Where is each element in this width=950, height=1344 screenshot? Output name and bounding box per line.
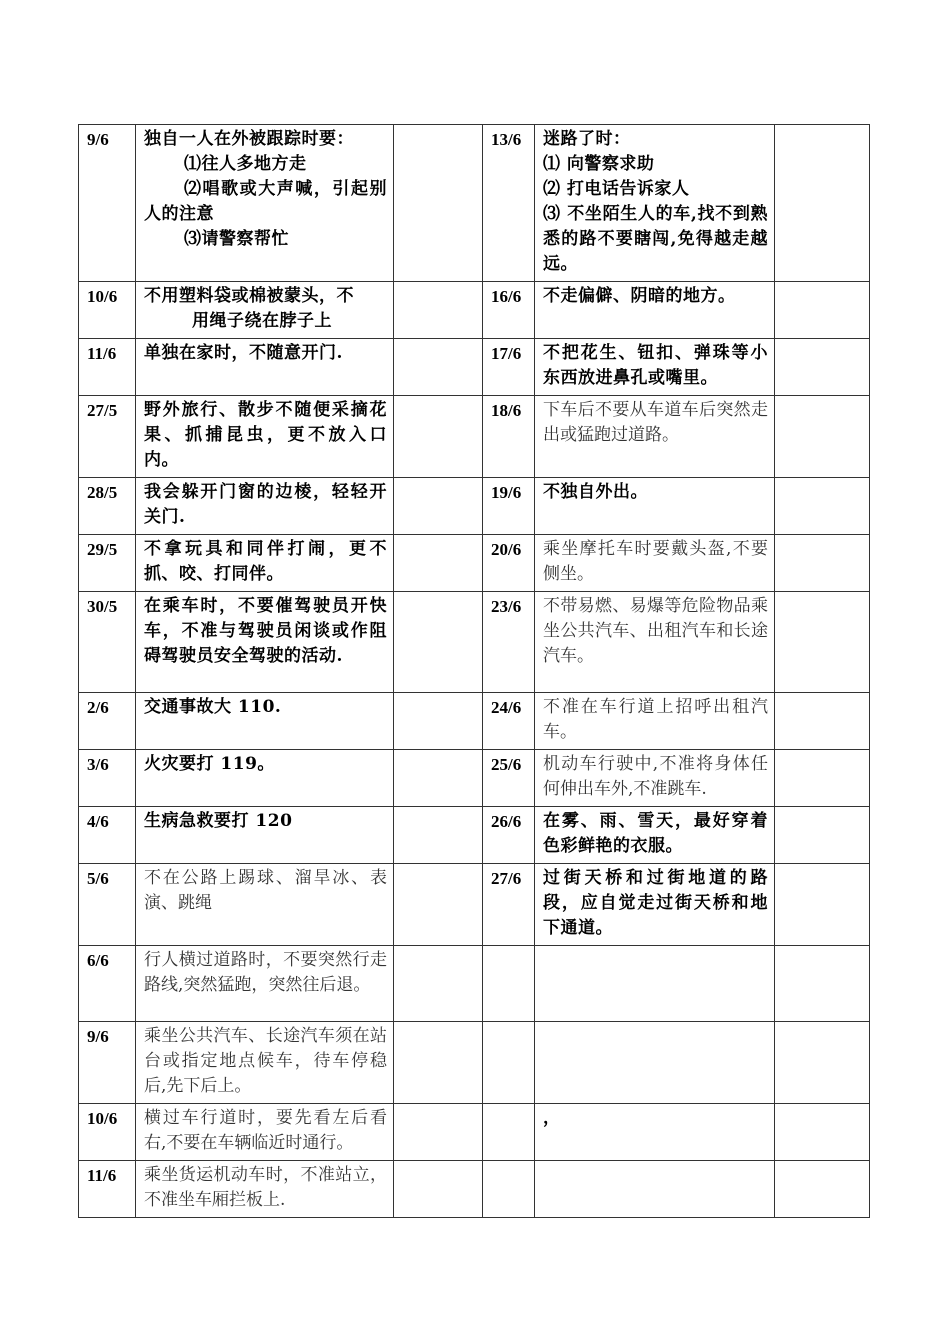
date-cell (483, 1161, 535, 1218)
rule-cell: 不独自外出。 (535, 478, 775, 535)
date-cell: 23/6 (483, 592, 535, 693)
rule-line: ⑶请警察帮忙 (184, 229, 289, 249)
rule-cell: 野外旅行、散步不随便采摘花果、抓捕昆虫，更不放入口内。 (136, 396, 394, 478)
date-cell: 11/6 (79, 1161, 136, 1218)
date-cell: 28/5 (79, 478, 136, 535)
table-row (79, 1022, 870, 1104)
date-cell (483, 1022, 535, 1104)
table-row (79, 339, 870, 396)
check-cell (394, 1022, 483, 1104)
rule-cell: 在乘车时，不要催驾驶员开快车，不准与驾驶员闲谈或作阻碍驾驶员安全驾驶的活动. (136, 592, 394, 693)
rule-cell (535, 1022, 775, 1104)
date-cell: 18/6 (483, 396, 535, 478)
table-row (79, 864, 870, 946)
check-cell (394, 1161, 483, 1218)
check-cell (775, 750, 870, 807)
rule-cell (136, 125, 394, 282)
rule-line: 用绳子绕在脖子上 (192, 311, 332, 331)
rule-cell: 火灾要打 119。 (136, 750, 394, 807)
date-cell: 11/6 (79, 339, 136, 396)
check-cell (394, 946, 483, 1022)
date-cell: 13/6 (483, 125, 535, 282)
rule-line: 独自一人在外被跟踪时要： (144, 129, 354, 149)
rule-cell: 机动车行驶中,不准将身体任何伸出车外,不准跳车. (535, 750, 775, 807)
rule-cell: 乘坐货运机动车时，不准站立，不准坐车厢拦板上. (136, 1161, 394, 1218)
check-cell (775, 1022, 870, 1104)
date-cell: 3/6 (79, 750, 136, 807)
date-cell: 20/6 (483, 535, 535, 592)
date-cell: 24/6 (483, 693, 535, 750)
date-cell: 29/5 (79, 535, 136, 592)
check-cell (394, 592, 483, 693)
check-cell (394, 478, 483, 535)
check-cell (775, 864, 870, 946)
table-row (79, 807, 870, 864)
rule-cell (535, 125, 775, 282)
rule-cell: 不在公路上踢球、溜旱冰、表演、跳绳 (136, 864, 394, 946)
rule-line: ⑴往人多地方走 (184, 154, 307, 174)
date-cell: 5/6 (79, 864, 136, 946)
check-cell (775, 535, 870, 592)
rule-cell: 行人横过道路时，不要突然行走路线,突然猛跑，突然往后退。 (136, 946, 394, 1022)
date-cell: 27/6 (483, 864, 535, 946)
date-cell: 9/6 (79, 125, 136, 282)
table-row (79, 282, 870, 339)
check-cell (394, 396, 483, 478)
date-cell: 30/5 (79, 592, 136, 693)
check-cell (394, 339, 483, 396)
check-cell (775, 946, 870, 1022)
rule-line: ⑵唱歌或大声喊，引起别人的注意 (144, 179, 387, 224)
rule-cell (535, 946, 775, 1022)
date-cell: 17/6 (483, 339, 535, 396)
check-cell (394, 864, 483, 946)
rule-cell: 在雾、雨、雪天，最好穿着色彩鲜艳的衣服。 (535, 807, 775, 864)
check-cell (775, 1161, 870, 1218)
rule-cell: 过街天桥和过街地道的路段，应自觉走过街天桥和地下通道。 (535, 864, 775, 946)
check-cell (775, 396, 870, 478)
table-row (79, 750, 870, 807)
date-cell: 25/6 (483, 750, 535, 807)
check-cell (394, 1104, 483, 1161)
rule-cell: 不拿玩具和同伴打闹，更不抓、咬、打同伴。 (136, 535, 394, 592)
rule-cell (535, 1161, 775, 1218)
rule-line: 不用塑料袋或棉被蒙头，不 (144, 286, 354, 306)
date-cell (483, 1104, 535, 1161)
table-row (79, 1104, 870, 1161)
check-cell (394, 282, 483, 339)
rule-cell: 生病急救要打 120 (136, 807, 394, 864)
date-cell: 10/6 (79, 282, 136, 339)
table-row (79, 1161, 870, 1218)
rule-line: 迷路了时： (543, 129, 631, 149)
rule-line: ⑴ 向警察求助 (543, 154, 655, 174)
rule-cell: 不把花生、钮扣、弹珠等小东西放进鼻孔或嘴里。 (535, 339, 775, 396)
check-cell (394, 693, 483, 750)
rule-cell: 不走偏僻、阴暗的地方。 (535, 282, 775, 339)
check-cell (775, 807, 870, 864)
rule-cell: 下车后不要从车道车后突然走出或猛跑过道路。 (535, 396, 775, 478)
rule-line: ⑵ 打电话告诉家人 (543, 179, 690, 199)
rule-cell: 不带易燃、易爆等危险物品乘坐公共汽车、出租汽车和长途汽车。 (535, 592, 775, 693)
rule-cell (136, 282, 394, 339)
check-cell (775, 339, 870, 396)
table-row (79, 396, 870, 478)
table-row (79, 946, 870, 1022)
safety-log-table (78, 124, 870, 1218)
rule-cell: 不准在车行道上招呼出租汽车。 (535, 693, 775, 750)
date-cell: 26/6 (483, 807, 535, 864)
table-row (79, 592, 870, 693)
table-row (79, 535, 870, 592)
rule-cell: 乘坐公共汽车、长途汽车须在站台或指定地点候车，待车停稳后,先下后上。 (136, 1022, 394, 1104)
date-cell: 27/5 (79, 396, 136, 478)
check-cell (775, 592, 870, 693)
check-cell (775, 693, 870, 750)
date-cell: 10/6 (79, 1104, 136, 1161)
check-cell (394, 750, 483, 807)
rule-cell: 乘坐摩托车时要戴头盔,不要侧坐。 (535, 535, 775, 592)
rule-cell: ， (535, 1104, 775, 1161)
date-cell: 4/6 (79, 807, 136, 864)
rule-cell: 交通事故大 110. (136, 693, 394, 750)
date-cell (483, 946, 535, 1022)
check-cell (394, 535, 483, 592)
check-cell (775, 282, 870, 339)
rule-cell: 横过车行道时，要先看左后看右,不要在车辆临近时通行。 (136, 1104, 394, 1161)
check-cell (394, 807, 483, 864)
date-cell: 16/6 (483, 282, 535, 339)
table-row (79, 125, 870, 282)
rule-cell: 我会躲开门窗的边棱，轻轻开关门. (136, 478, 394, 535)
table-row (79, 478, 870, 535)
date-cell: 19/6 (483, 478, 535, 535)
check-cell (775, 478, 870, 535)
table-row (79, 693, 870, 750)
check-cell (775, 125, 870, 282)
check-cell (775, 1104, 870, 1161)
check-cell (394, 125, 483, 282)
date-cell: 9/6 (79, 1022, 136, 1104)
rule-line: ⑶ 不坐陌生人的车,找不到熟悉的路不要瞎闯,免得越走越远。 (543, 204, 768, 274)
date-cell: 2/6 (79, 693, 136, 750)
rule-cell: 单独在家时，不随意开门. (136, 339, 394, 396)
date-cell: 6/6 (79, 946, 136, 1022)
